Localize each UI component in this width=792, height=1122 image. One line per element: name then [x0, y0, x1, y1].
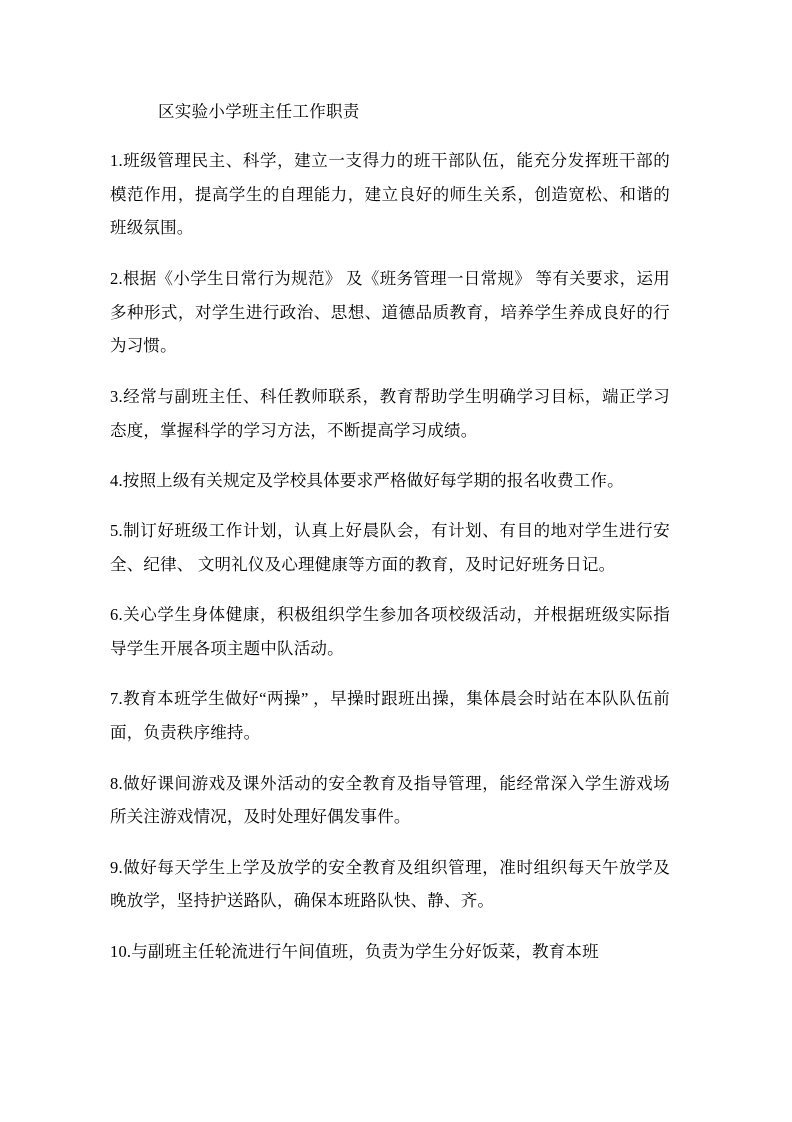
paragraph-9: 9.做好每天学生上学及放学的安全教育及组织管理，准时组织每天午放学及晚放学，坚持护送路队，确保本班路队快、静、齐。	[110, 857, 670, 911]
paragraph-6: 6.关心学生身体健康，积极组织学生参加各项校级活动，并根据班级实际指导学生开展各项主题中队活动。	[110, 605, 670, 659]
paragraph-10: 10.与副班主任轮流进行午间值班，负责为学生分好饭菜，教育本班	[110, 941, 599, 961]
paragraph-4: 4.按照上级有关规定及学校具体要求严格做好每学期的报名收费工作。	[110, 470, 624, 490]
paragraph-3: 3.经常与副班主任、科任教师联系，教育帮助学生明确学习目标，端正学习态度，掌握科学的学习方法，不断提高学习成绩。	[110, 386, 670, 440]
paragraph-1: 1.班级管理民主、科学，建立一支得力的班干部队伍，能充分发挥班干部的模范作用，提高学生的自理能力，建立良好的师生关系，创造宽松、和谐的班级氛围。	[110, 150, 670, 238]
document-body	[110, 96, 670, 969]
paragraph-7: 7.教育本班学生做好“两操” ，早操时跟班出操，集体晨会时站在本队队伍前面，负责秩序维持。	[110, 689, 670, 743]
page-title: 区实验小学班主任工作职责	[158, 102, 360, 121]
paragraph-2: 2.根据《小学生日常行为规范》 及《班务管理一日常规》 等有关要求，运用多种形式，对学生进行政治、思想、道德品质教育，培养学生养成良好的行为习惯。	[110, 268, 670, 356]
paragraph-5: 5.制订好班级工作计划，认真上好晨队会，有计划、有目的地对学生进行安全、纪律、 文明礼仪及心理健康等方面的教育，及时记好班务日记。	[110, 521, 670, 574]
paragraph-8: 8.做好课间游戏及课外活动的安全教育及指导管理，能经常深入学生游戏场所关注游戏情况，及时处理好偶发事件。	[110, 773, 670, 827]
